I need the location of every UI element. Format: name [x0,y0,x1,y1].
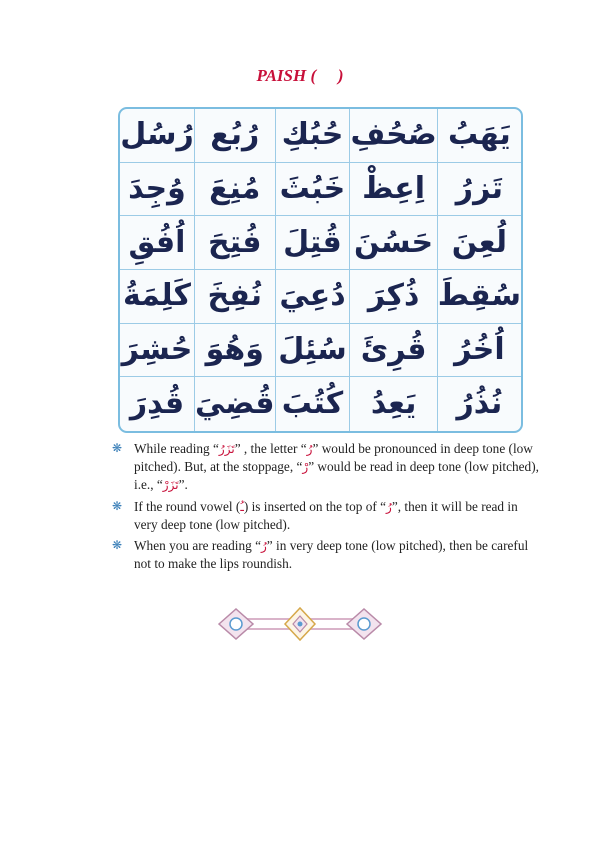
grid-cell: نُذُرُ [456,386,503,422]
page-title: PAISH ( ُ ) [256,66,344,85]
grid-cell: رُسُل [120,109,195,163]
grid-cell: دُعِيَ [276,270,351,324]
grid-cell: قُضِيَ [195,377,276,431]
grid-cell: يَهَبُ [438,109,521,163]
notes-list [112,440,542,576]
grid-cell: حُبُكِ [276,109,351,163]
grid-cell: مُنِعَ [195,163,276,217]
grid-cell: اُفُقِ [120,216,195,270]
grid-cell: سُقِطَ [438,270,521,324]
note-text: While reading “تَزَرُ” , the letter “رُ” would be pronounced in deep tone (low pitched). But, at the stoppage, “رْ” would be read in deep tone (low pitched), i.e., “تَزَرْ”. [134,441,539,492]
grid-cell: خَبُثَ [276,163,351,217]
grid-cell: حَسُنَ [350,216,437,270]
flower-bullet-icon: ❋ [112,441,123,455]
note-text: If the round vowel (ـُ) is inserted on the top of “رُ”, then it will be read in very deep tone (low pitched). [134,499,518,532]
grid-cell: تَزرُ [438,163,521,217]
grid-cell: اُخُرُ [438,324,521,378]
grid-cell: حُشِرَ [120,324,195,378]
grid-cell: رُبُع [195,109,276,163]
grid-cell: كَلِمَةُ [120,270,195,324]
grid-cell: يَعِدُ [350,377,437,431]
note-item [112,440,542,494]
ornament-divider-icon [215,603,385,645]
flower-bullet-icon: ❋ [112,499,123,513]
letter-grid [118,107,523,433]
grid-cell: وَهُوَ [195,324,276,378]
grid-cell: اِعِظْ [350,163,437,217]
note-item [112,537,542,572]
flower-bullet-icon: ❋ [112,538,123,552]
grid-cell: كُتُبَ [276,377,351,431]
grid-cell: قُرِئَ [350,324,437,378]
grid-cell: ذُكِرَ [350,270,437,324]
grid-cell: قُدِرَ [120,377,195,431]
grid-cell: فُتِحَ [195,216,276,270]
grid-cell: سُئِلَ [276,324,351,378]
grid-cell: وُجِدَ [120,163,195,217]
note-item [112,498,542,533]
note-text: When you are reading “رُ” in very deep tone (low pitched), then be careful not to make the lips roundish. [134,538,529,571]
grid-cell: نُفِخَ [195,270,276,324]
grid-cell: قُتِلَ [276,216,351,270]
grid-cell: لُعِنَ [438,216,521,270]
grid-cell: صُحُفِ [350,109,437,163]
